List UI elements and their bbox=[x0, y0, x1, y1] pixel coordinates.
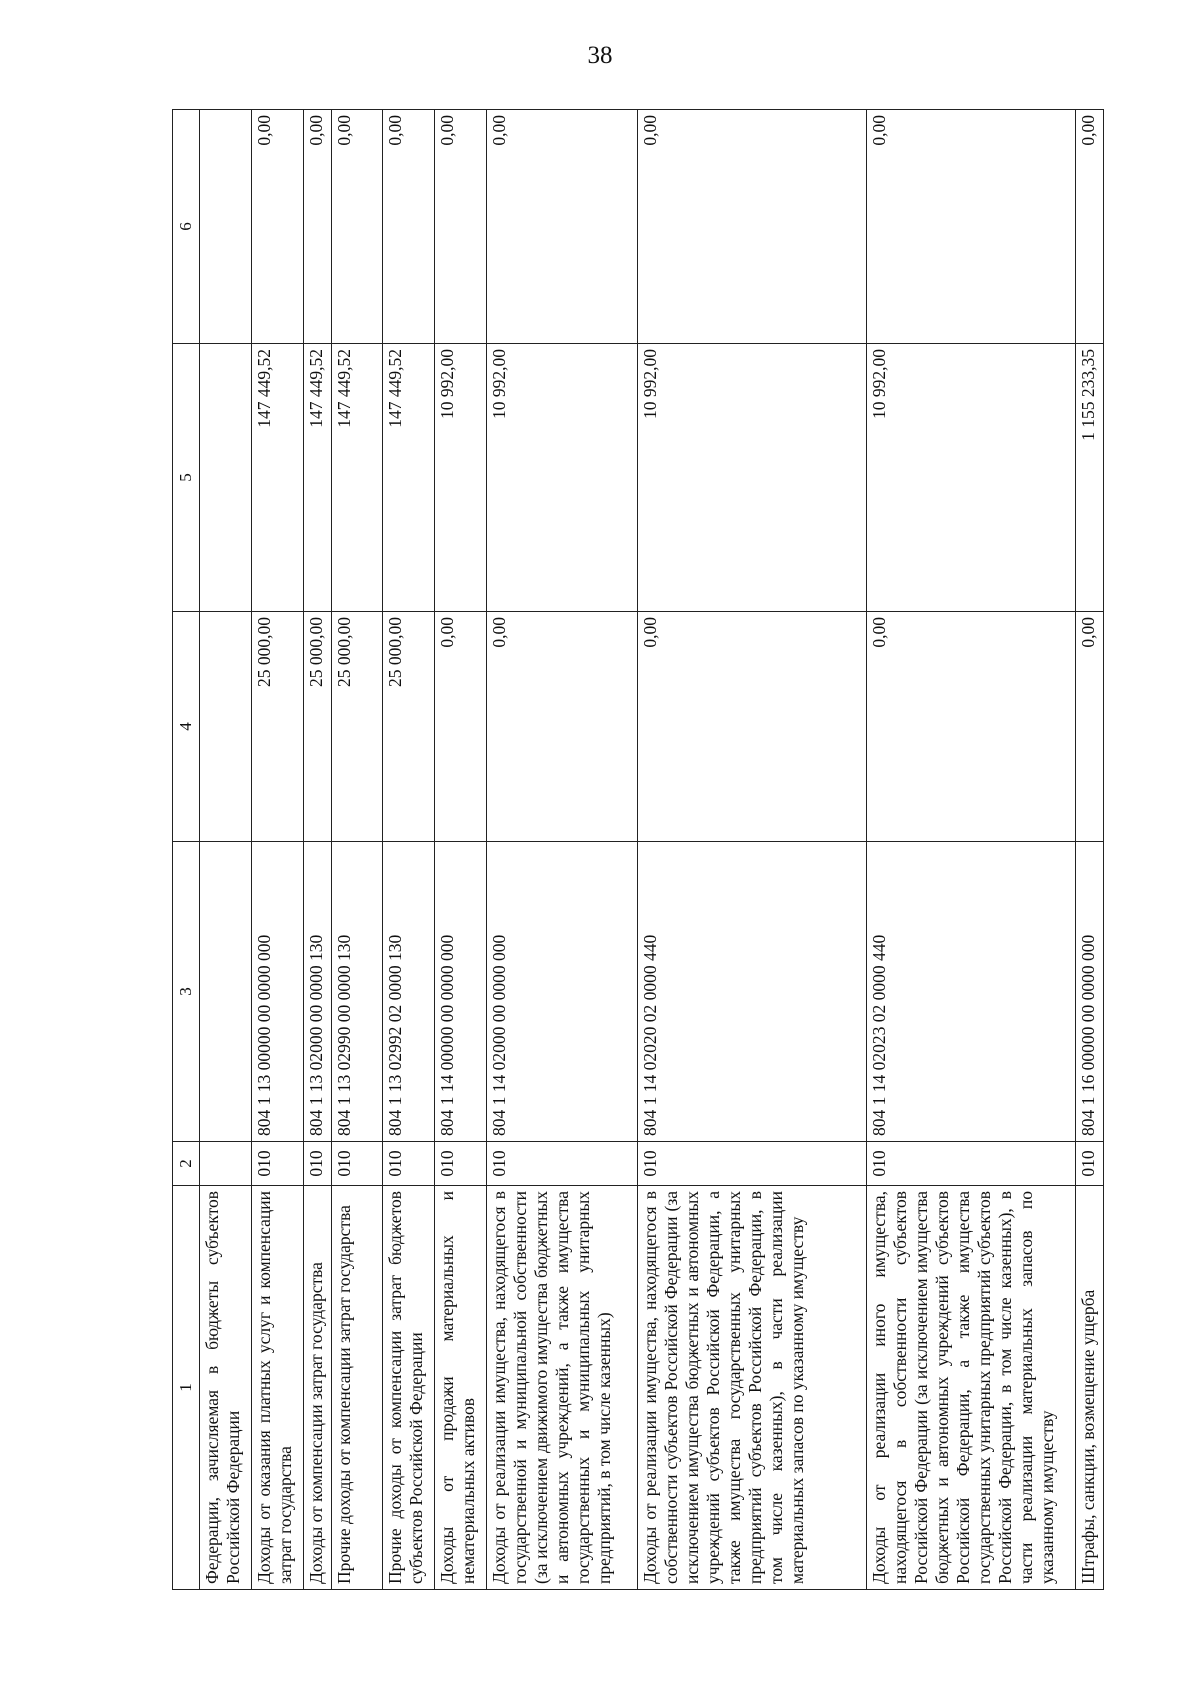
budget-code-cell: 804 1 13 00000 00 0000 000 bbox=[251, 842, 303, 1142]
col5-cell: 147 449,52 bbox=[251, 344, 303, 612]
col5-cell bbox=[199, 344, 251, 612]
col5-cell: 10 992,00 bbox=[637, 344, 866, 612]
col6-cell: 0,00 bbox=[435, 110, 487, 344]
line-code-cell bbox=[199, 1142, 251, 1186]
header-cell: 3 bbox=[173, 842, 200, 1142]
line-code-cell: 010 bbox=[637, 1142, 866, 1186]
budget-code-cell: 804 1 14 02000 00 0000 000 bbox=[486, 842, 637, 1142]
col6-cell: 0,00 bbox=[486, 110, 637, 344]
description-cell: Доходы от реализации иного имущества, находящегося в собственности субъектов Российской Федерации (за исключением имущества бюджетных и автономных учреждений субъектов Российской Федерации, а также имущества государственных унитарных предприятий субъектов Российской Федерации, в том числе казенных), в части реализации материальных запасов по указанному имуществу bbox=[866, 1186, 1075, 1590]
col4-cell: 0,00 bbox=[637, 612, 866, 842]
budget-code-cell: 804 1 16 00000 00 0000 000 bbox=[1075, 842, 1103, 1142]
col5-cell: 147 449,52 bbox=[331, 344, 383, 612]
budget-code-cell: 804 1 14 00000 00 0000 000 bbox=[435, 842, 487, 1142]
line-code-cell: 010 bbox=[251, 1142, 303, 1186]
line-code-cell: 010 bbox=[1075, 1142, 1103, 1186]
table-row bbox=[1075, 110, 1103, 1590]
line-code-cell: 010 bbox=[331, 1142, 383, 1186]
description-cell: Доходы от реализации имущества, находящегося в собственности субъектов Российской Федерации (за исключением имущества бюджетных и автономных учреждений субъектов Российской Федерации, а также имущества государственных унитарных предприятий субъектов Российской Федерации, в том числе казенных), в части реализации материальных запасов по указанному имуществу bbox=[637, 1186, 866, 1590]
col4-cell: 25 000,00 bbox=[383, 612, 435, 842]
rotated-table-wrapper bbox=[172, 110, 1104, 1590]
budget-code-cell bbox=[199, 842, 251, 1142]
description-cell: Прочие доходы от компенсации затрат государства bbox=[331, 1186, 383, 1590]
col4-cell: 0,00 bbox=[1075, 612, 1103, 842]
revenue-table bbox=[172, 109, 1104, 1590]
description-cell: Штрафы, санкции, возмещение ущерба bbox=[1075, 1186, 1103, 1590]
table-row bbox=[199, 110, 251, 1590]
line-code-cell: 010 bbox=[435, 1142, 487, 1186]
header-cell: 4 bbox=[173, 612, 200, 842]
budget-code-cell: 804 1 14 02020 02 0000 440 bbox=[637, 842, 866, 1142]
col5-cell: 10 992,00 bbox=[435, 344, 487, 612]
budget-code-cell: 804 1 13 02992 02 0000 130 bbox=[383, 842, 435, 1142]
col4-cell: 25 000,00 bbox=[331, 612, 383, 842]
line-code-cell: 010 bbox=[486, 1142, 637, 1186]
col6-cell: 0,00 bbox=[637, 110, 866, 344]
table-row bbox=[866, 110, 1075, 1590]
header-row bbox=[173, 110, 200, 1590]
col4-cell: 0,00 bbox=[866, 612, 1075, 842]
description-cell: Федерации, зачисляемая в бюджеты субъектов Российской Федерации bbox=[199, 1186, 251, 1590]
col4-cell: 25 000,00 bbox=[303, 612, 331, 842]
header-cell: 6 bbox=[173, 110, 200, 344]
col5-cell: 147 449,52 bbox=[383, 344, 435, 612]
col6-cell: 0,00 bbox=[866, 110, 1075, 344]
budget-code-cell: 804 1 14 02023 02 0000 440 bbox=[866, 842, 1075, 1142]
col6-cell: 0,00 bbox=[331, 110, 383, 344]
table-row bbox=[637, 110, 866, 1590]
col6-cell bbox=[199, 110, 251, 344]
line-code-cell: 010 bbox=[383, 1142, 435, 1186]
header-cell: 1 bbox=[173, 1186, 200, 1590]
col4-cell bbox=[199, 612, 251, 842]
table-row bbox=[435, 110, 487, 1590]
budget-code-cell: 804 1 13 02000 00 0000 130 bbox=[303, 842, 331, 1142]
header-cell: 5 bbox=[173, 344, 200, 612]
description-cell: Доходы от продажи материальных и нематериальных активов bbox=[435, 1186, 487, 1590]
col5-cell: 1 155 233,35 bbox=[1075, 344, 1103, 612]
description-cell: Доходы от компенсации затрат государства bbox=[303, 1186, 331, 1590]
col6-cell: 0,00 bbox=[1075, 110, 1103, 344]
col5-cell: 10 992,00 bbox=[866, 344, 1075, 612]
col4-cell: 0,00 bbox=[435, 612, 487, 842]
col4-cell: 25 000,00 bbox=[251, 612, 303, 842]
header-cell: 2 bbox=[173, 1142, 200, 1186]
col5-cell: 10 992,00 bbox=[486, 344, 637, 612]
page-number: 38 bbox=[587, 42, 613, 69]
table-body bbox=[173, 110, 1104, 1590]
description-cell: Доходы от оказания платных услуг и компенсации затрат государства bbox=[251, 1186, 303, 1590]
col4-cell: 0,00 bbox=[486, 612, 637, 842]
line-code-cell: 010 bbox=[303, 1142, 331, 1186]
description-cell: Прочие доходы от компенсации затрат бюджетов субъектов Российской Федерации bbox=[383, 1186, 435, 1590]
table-row bbox=[331, 110, 383, 1590]
budget-code-cell: 804 1 13 02990 00 0000 130 bbox=[331, 842, 383, 1142]
line-code-cell: 010 bbox=[866, 1142, 1075, 1186]
col5-cell: 147 449,52 bbox=[303, 344, 331, 612]
table-row bbox=[383, 110, 435, 1590]
table-row bbox=[251, 110, 303, 1590]
description-cell: Доходы от реализации имущества, находящегося в государственной и муниципальной собственности (за исключением движимого имущества бюджетных и автономных учреждений, а также имущества государственных и муниципальных унитарных предприятий, в том числе казенных) bbox=[486, 1186, 637, 1590]
col6-cell: 0,00 bbox=[303, 110, 331, 344]
table-row bbox=[486, 110, 637, 1590]
table-row bbox=[303, 110, 331, 1590]
col6-cell: 0,00 bbox=[251, 110, 303, 344]
col6-cell: 0,00 bbox=[383, 110, 435, 344]
